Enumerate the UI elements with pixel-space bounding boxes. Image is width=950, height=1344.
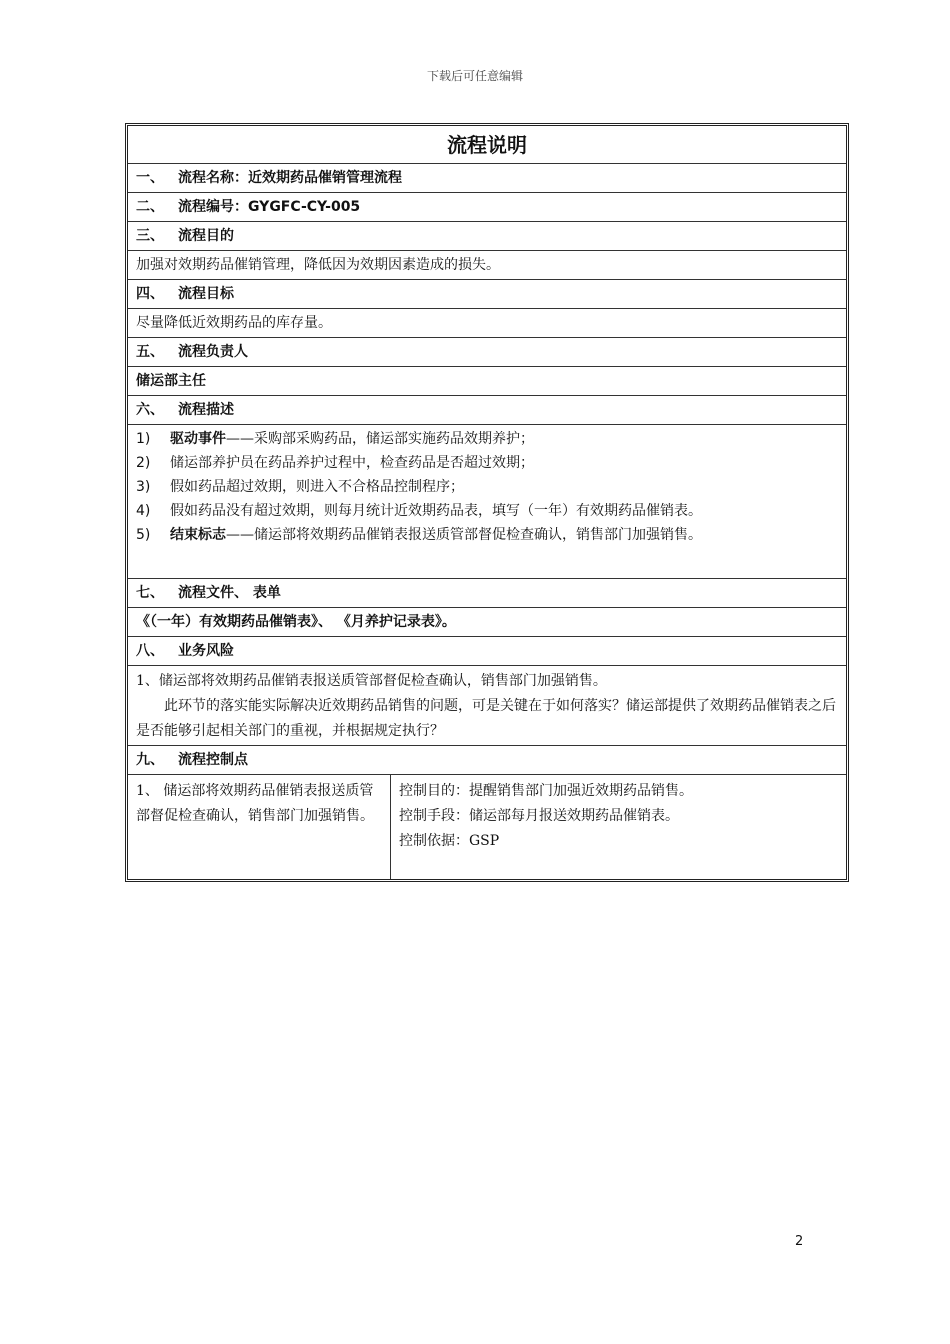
section-number: 七、: [136, 585, 164, 601]
section-purpose-content: 加强对效期药品催销管理，降低因为效期因素造成的损失。: [128, 251, 846, 280]
section-header-control: [128, 746, 846, 775]
section-header-goal: [128, 280, 846, 309]
section-header-code: [128, 193, 846, 222]
section-number: 八、: [136, 643, 164, 659]
description-item: [136, 427, 838, 451]
item-text: 假如药品超过效期，则进入不合格品控制程序；: [170, 479, 464, 495]
section-goal-content: 尽量降低近效期药品的库存量。: [128, 309, 846, 338]
item-text: ——采购部采购药品，储运部实施药品效期养护；: [226, 431, 534, 447]
item-index: 3): [136, 479, 151, 495]
section-label: 流程名称：近效期药品催销管理流程: [178, 170, 402, 186]
section-control-content: [128, 775, 846, 879]
control-method: 控制手段：储运部每月报送效期药品催销表。: [399, 808, 679, 824]
section-header-purpose: [128, 222, 846, 251]
control-point-text: 1、 储运部将效期药品催销表报送质管部督促检查确认，销售部门加强销售。: [128, 775, 391, 879]
section-number: 六、: [136, 402, 164, 418]
table-title: 流程说明: [128, 126, 846, 164]
item-key: 驱动事件: [170, 431, 226, 447]
section-label: 业务风险: [178, 643, 234, 659]
item-text: ——储运部将效期药品催销表报送质管部督促检查确认，销售部门加强销售。: [226, 527, 702, 543]
section-label: 流程目标: [178, 286, 234, 302]
section-files-content: 《（一年）有效期药品催销表》、 《月养护记录表》。: [128, 608, 846, 637]
control-details: [391, 775, 846, 879]
section-label: 流程编号：GYGFC-CY-005: [178, 199, 361, 215]
control-purpose: 控制目的：提醒销售部门加强近效期药品销售。: [399, 783, 693, 799]
page-header: 下载后可任意编辑: [426, 69, 523, 83]
section-description-content: [128, 425, 846, 579]
item-index: 4): [136, 503, 151, 519]
section-label: 流程控制点: [178, 752, 248, 768]
section-header-description: [128, 396, 846, 425]
section-number: 五、: [136, 344, 164, 360]
section-label: 流程描述: [178, 402, 234, 418]
section-number: 三、: [136, 228, 164, 244]
process-description-table: [125, 123, 849, 882]
description-item: [136, 451, 838, 475]
section-header-owner: [128, 338, 846, 367]
section-label: 流程文件、 表单: [178, 585, 281, 601]
control-basis: 控制依据：GSP: [399, 833, 500, 849]
item-key: 结束标志: [170, 527, 226, 543]
section-number: 一、: [136, 170, 164, 186]
description-item: [136, 499, 838, 523]
risk-paragraph: 此环节的落实能实际解决近效期药品销售的问题，可是关键在于如何落实？储运部提供了效期药品催销表之后是否能够引起相关部门的重视，并根据规定执行？: [136, 698, 836, 739]
section-number: 九、: [136, 752, 164, 768]
section-number: 二、: [136, 199, 164, 215]
item-index: 2): [136, 455, 151, 471]
item-index: 5): [136, 527, 151, 543]
item-text: 储运部养护员在药品养护过程中，检查药品是否超过效期；: [170, 455, 534, 471]
section-number: 四、: [136, 286, 164, 302]
section-label: 流程负责人: [178, 344, 248, 360]
section-header-name: [128, 164, 846, 193]
page-number: 2: [795, 1234, 804, 1249]
risk-line: 1、储运部将效期药品催销表报送质管部督促检查确认，销售部门加强销售。: [136, 673, 607, 689]
description-item: [136, 475, 838, 499]
section-risk-content: [128, 666, 846, 746]
section-header-risk: [128, 637, 846, 666]
section-label: 流程目的: [178, 228, 234, 244]
item-text: 假如药品没有超过效期，则每月统计近效期药品表，填写（一年）有效期药品催销表。: [170, 503, 702, 519]
section-owner-content: 储运部主任: [128, 367, 846, 396]
section-header-files: [128, 579, 846, 608]
item-index: 1): [136, 431, 151, 447]
description-item: [136, 523, 838, 547]
